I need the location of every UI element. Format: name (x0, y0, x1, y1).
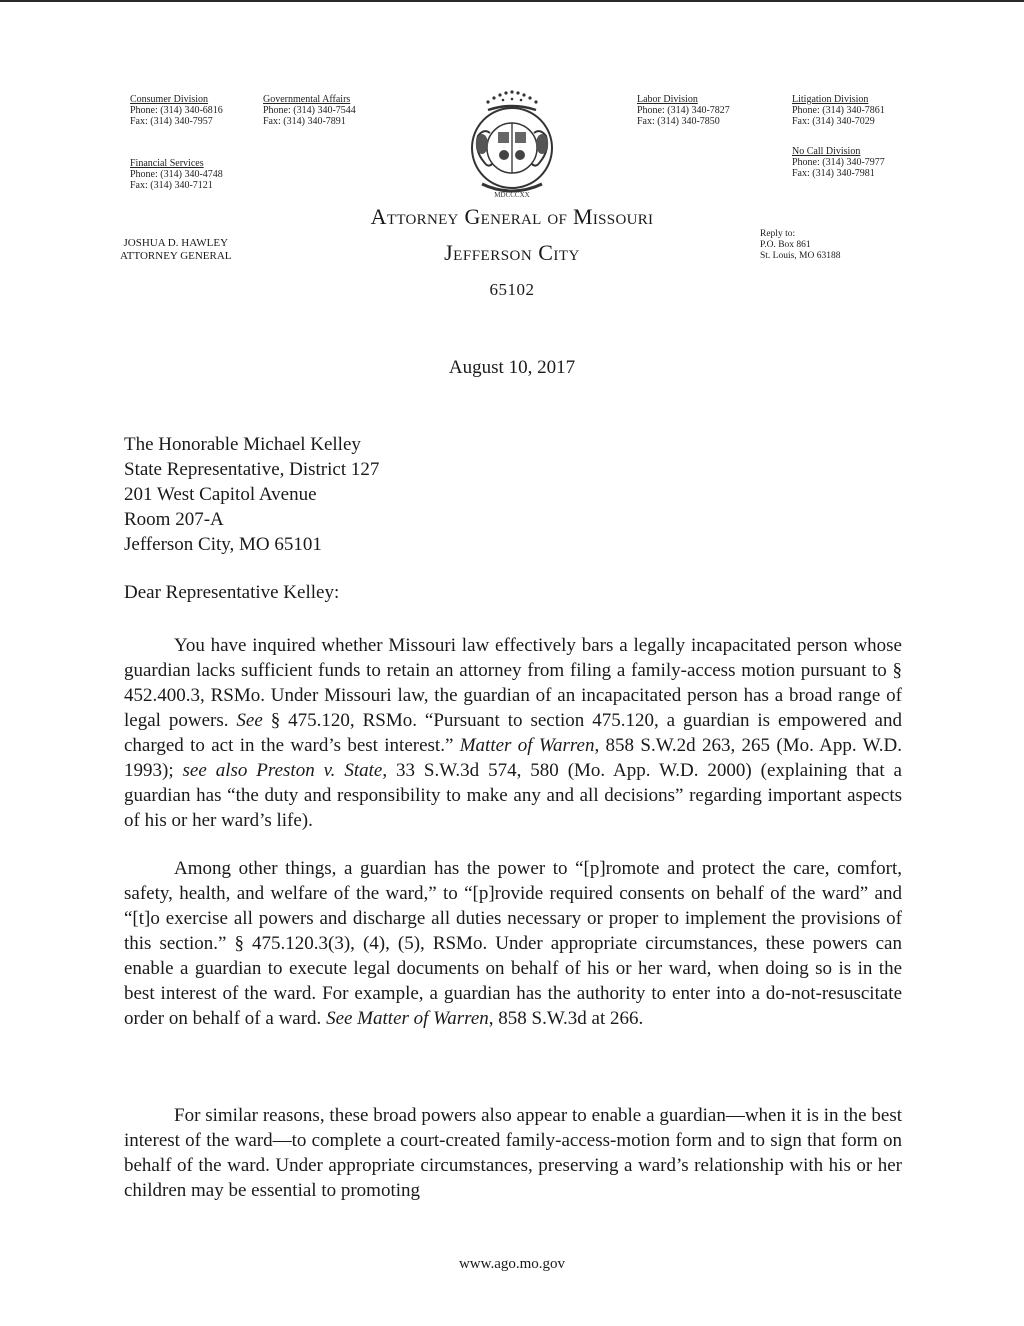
reply-to-city: St. Louis, MO 63188 (760, 251, 841, 261)
body-paragraph-2 (124, 856, 902, 1031)
p1-text: § 475.120, RSMo. “Pursuant to section 475.120, a guardian is empowered and charged to act in the ward’s best interest.” (124, 710, 902, 756)
governmental-affairs-title: Governmental Affairs (263, 94, 351, 105)
footer-website: www.ago.mo.gov (458, 1256, 566, 1272)
attorney-general-name: JOSHUA D. HAWLEY (123, 237, 229, 249)
body-paragraph-3: For similar reasons, these broad powers also appear to enable a guardian—when it is in the best interest of the ward—to complete a court-created family-access-motion form and to sign that form on behalf of the ward. Under appropriate circumstances, preserving a ward’s relationship with his or her children may be essential to promoting (124, 1105, 902, 1201)
governmental-affairs-fax: Fax: (314) 340-7891 (263, 116, 346, 127)
financial-services-title: Financial Services (130, 158, 204, 169)
missouri-state-seal-icon (448, 88, 576, 204)
reply-to-box: P.O. Box 861 (760, 240, 811, 250)
top-border-line (0, 0, 1024, 2)
labor-division-block (637, 94, 730, 127)
no-call-division-title: No Call Division (792, 146, 861, 157)
consumer-division-block (130, 94, 223, 127)
p1-case-name: Matter of Warren (459, 735, 595, 756)
p1-text: You have inquired whether Missouri law effectively bars a legally incapacitated person whose guardian lacks sufficient funds to retain an attorney from filing a family-access motion pursuant to § 452.400.3, RSMo. Under Missouri law, the guardian of an incapacitated person has a broad range of legal powers. (124, 635, 902, 731)
office-title: Attorney General of Missouri (370, 204, 654, 229)
no-call-division-phone: Phone: (314) 340-7977 (792, 157, 885, 168)
p1-cite-signal: See (236, 710, 263, 731)
p2-text: Among other things, a guardian has the power to “[p]romote and protect the care, comfort, safety, health, and welfare of the ward,” to “[p]rovide required consents on behalf of the ward” and “[t]o exercise all powers and discharge all duties necessary or proper to implement the provisions of this section.” § 475.120.3(3), (4), (5), RSMo. Under appropriate circumstances, these powers can enable a guardian to execute legal documents on behalf of his or her ward, when doing so is in the best interest of the ward. For example, a guardian has the authority to enter into a do-not-resuscitate order on behalf of a ward. (124, 858, 902, 1029)
financial-services-block (130, 158, 223, 191)
attorney-general-block (120, 237, 232, 263)
no-call-division-block (792, 146, 885, 179)
no-call-division-fax: Fax: (314) 340-7981 (792, 168, 875, 179)
reply-to-block (760, 229, 841, 262)
salutation: Dear Representative Kelley: (124, 582, 340, 603)
reply-to-label: Reply to: (760, 229, 796, 239)
p1-text: , 858 S.W.2d 263, 265 (Mo. App. W.D. 1993); (124, 735, 902, 781)
labor-division-phone: Phone: (314) 340-7827 (637, 105, 730, 116)
litigation-division-fax: Fax: (314) 340-7029 (792, 116, 875, 127)
address-line: Jefferson City, MO 65101 (124, 534, 322, 555)
consumer-division-title: Consumer Division (130, 94, 209, 105)
address-line: The Honorable Michael Kelley (124, 434, 361, 455)
p2-case-name: See Matter of Warren (326, 1008, 489, 1029)
financial-services-fax: Fax: (314) 340-7121 (130, 180, 213, 191)
consumer-division-fax: Fax: (314) 340-7957 (130, 116, 213, 127)
address-line: 201 West Capitol Avenue (124, 484, 317, 505)
office-city: Jefferson City (444, 240, 580, 265)
labor-division-fax: Fax: (314) 340-7850 (637, 116, 720, 127)
attorney-general-title: ATTORNEY GENERAL (120, 250, 232, 262)
litigation-division-phone: Phone: (314) 340-7861 (792, 105, 885, 116)
letter-date: August 10, 2017 (448, 357, 576, 378)
office-zip: 65102 (489, 280, 535, 299)
governmental-affairs-block (263, 94, 356, 127)
litigation-division-title: Litigation Division (792, 94, 869, 105)
svg-text:MDCCCXX: MDCCCXX (494, 191, 530, 199)
labor-division-title: Labor Division (637, 94, 698, 105)
governmental-affairs-phone: Phone: (314) 340-7544 (263, 105, 356, 116)
address-line: Room 207-A (124, 509, 224, 530)
consumer-division-phone: Phone: (314) 340-6816 (130, 105, 223, 116)
body-paragraph-1 (124, 633, 902, 833)
p2-text: , 858 S.W.3d at 266. (488, 1008, 644, 1029)
address-line: State Representative, District 127 (124, 459, 380, 480)
recipient-address (124, 432, 379, 557)
financial-services-phone: Phone: (314) 340-4748 (130, 169, 223, 180)
litigation-division-block (792, 94, 885, 127)
p1-case-name: see also Preston v. State (182, 760, 383, 781)
p1-text: , 33 S.W.3d 574, 580 (Mo. App. W.D. 2000) (explaining that a guardian has “the duty and responsibility to make any and all decisions” regarding important aspects of his or her ward’s life). (124, 760, 902, 831)
